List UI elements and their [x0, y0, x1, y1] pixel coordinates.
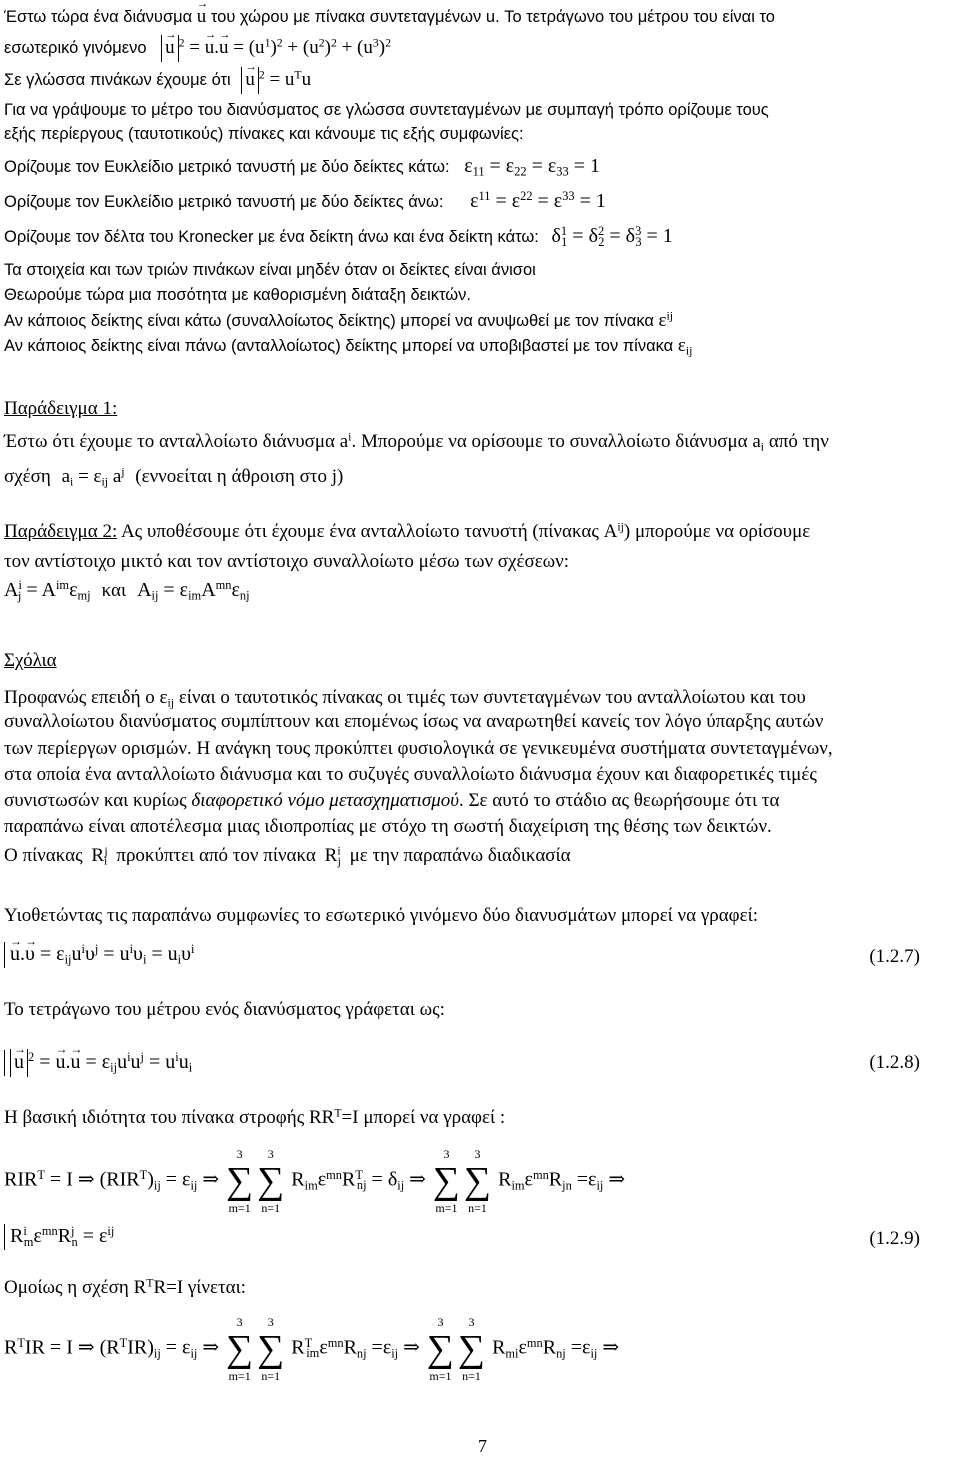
equation-number-1-2-8: (1.2.8) [869, 1052, 920, 1073]
para-definitions-2: εξής περίεργους (ταυτοτικούς) πίνακες και κάνουμε τις εξής συμφωνίες: [4, 125, 524, 143]
para-metric-upper: Ορίζουμε τον Ευκλείδιο μετρικό τανυστή με δύο δείκτες άνω: $\varepsilon^{11} = \varepsilon^{22} = \varepsilon^{33} = 1$ [4, 189, 606, 212]
para-comment-1: Προφανώς επειδή ο $\varepsilon_{ij}$ είναι ο ταυτοτικός πίνακας οι τιμές των συντεταγμένων του ανταλλοίωτου και του [4, 687, 806, 710]
equation-lowering: $a_i = \varepsilon_{ij}$ $a^j$ [61, 465, 125, 489]
para-similarly: Ομοίως η σχέση $R^TR=I$ γίνεται: [4, 1276, 246, 1298]
para-comment-6: παραπάνω είναι αποτέλεσμα μιας ιδιοπροπίας με στόχο τη σωστή διαχείριση της θέσης των δεικτών. [4, 816, 772, 837]
para-comment-5: συνιστωσών και κυρίως διαφορετικό νόμο μετασχηματισμού. Σε αυτό το στάδιο ας θεωρήσουμε ότι τα [4, 790, 780, 811]
example-2-heading: Παράδειγμα 2: [4, 521, 118, 542]
equation-norm-inner: → u $^2$ = → $u.\to u = (u^1)^2 + (u^2)^2 + (u^3)^2$ [161, 37, 391, 58]
comments-heading: Σχόλια [4, 650, 57, 671]
equation-norm-matrix: → u $^2 = u^Tu$ [241, 69, 311, 90]
para-index-order: Θεωρούμε τώρα μια ποσότητα με καθορισμένη διάταξη δεικτών. [4, 286, 471, 304]
para-vector-intro: Έστω τώρα ένα διάνυσμα → u του χώρου με πίνακα συντεταγμένων u. Το τετράγωνο του μέτρου του είναι το [4, 7, 775, 26]
equation-mixed-covariant: $A^i_j = A^{im}\varepsilon_{mj}$ και $A_{ij} = \varepsilon_{im}A^{mn}\varepsilon_{nj}$ [4, 578, 250, 603]
para-norm-square: Το τετράγωνο του μέτρου ενός διανύσματος γράφεται ως: [4, 999, 445, 1020]
equation-kronecker: $\delta^1_1 = \delta^2_2 = \delta^3_3 = 1$ [551, 224, 673, 249]
para-metric-lower: Ορίζουμε τον Ευκλείδιο μετρικό τανυστή με δύο δείκτες κάτω: $\varepsilon_{11} = \varepsilon_{22} = \varepsilon_{33} = 1$ [4, 155, 600, 179]
para-example-1-a: Έστω ότι έχουμε το ανταλλοίωτο διάνυσμα $a^i$. Μπορούμε να ορίσουμε το συναλλοίωτο διάνυσμα $a_i$ από την [4, 430, 829, 454]
para-rotation-property: Η βασική ιδιότητα του πίνακα στροφής $RR^T=I$ μπορεί να γραφεί : [4, 1106, 506, 1128]
para-example-1-b: σχέση $a_i = \varepsilon_{ij}$ $a^j$ (εννοείται η άθροιση στο j) [4, 465, 344, 489]
para-inner-product: εσωτερικό γινόμενο → u $^2$ = → $u.\to u = (u^1)^2 + (u^2)^2 + (u^3)^2$ [4, 38, 391, 57]
vector-u-symbol: → u [197, 7, 207, 26]
para-comment-2: συναλλοίωτου διανύσματος συμπίπτουν και επομένως ίσως να αναρωτηθεί κανείς τον λόγο ύπαρξης αυτών [4, 711, 824, 732]
equation-rotation-chain: $RIR^T = I$ ⇒ $(RIR^T)_{ij} = \varepsilon_{ij}$ ⇒ 3 ∑ m=1 3 ∑ n=1 $R_{im}\varepsilon^{mn}R^T_{nj} = \delta_{ij}$ ⇒ 3 ∑ m=1 3 ∑ n=1 $R_{im}\varepsilon^{mn}R_{jn} =\varepsilon_{ij}$ ⇒ [4, 1147, 626, 1215]
equation-number-1-2-7: (1.2.7) [869, 946, 920, 967]
para-lower-index: Αν κάποιος δείκτης είναι πάνω (ανταλλοίωτος) δείκτης μπορεί να υποβιβαστεί με τον πίνακα $\varepsilon_{ij}$ [4, 335, 693, 358]
para-matrix-language: Σε γλώσσα πινάκων έχουμε ότι → u $^2 = u^Tu$ [4, 70, 311, 89]
example-1-heading: Παράδειγμα 1: [4, 398, 118, 419]
equation-inner-product-indices: → $u.\to \upsilon = \varepsilon_{ij}u^i\upsilon^j = u^i\upsilon_i = u_i\upsilon^i$ [4, 944, 194, 964]
para-inner-product-adopt: Υιοθετώντας τις παραπάνω συμφωνίες το εσωτερικό γινόμενο δύο διανυσμάτων μπορεί να γραφεί: [4, 905, 759, 926]
para-definitions-1: Για να γράψουμε το μέτρο του διανύσματος σε γλώσσα συντεταγμένων με συμπαγή τρόπο ορίζουμε τους [4, 101, 769, 119]
para-kronecker: Ορίζουμε τον δέλτα του Kronecker με ένα δείκτη άνω και ένα δείκτη κάτω: $\delta^1_1 = \delta^2_2 = \delta^3_3 = 1$ [4, 224, 673, 249]
equation-metric-lower: $\varepsilon_{11} = \varepsilon_{22} = \varepsilon_{33} = 1$ [464, 155, 600, 179]
para-example-2-b: τον αντίστοιχο μικτό και τον αντίστοιχο συναλλοίωτο μέσω των σχέσεων: [4, 551, 570, 572]
page-number: 7 [478, 1436, 487, 1456]
equation-transpose-chain: $R^TIR = I$ ⇒ $(R^TIR)_{ij} = \varepsilon_{ij}$ ⇒ 3 ∑ m=1 3 ∑ n=1 $R^T_{im}\varepsilon^{mn}R_{nj} =\varepsilon_{ij}$ ⇒ 3 ∑ m=1 3 ∑ n=1 $R_{mi}\varepsilon^{mn}R_{nj} =\varepsilon_{ij}$ ⇒ [4, 1315, 620, 1383]
para-comment-3: των περίεργων ορισμών. Η ανάγκη τους προκύπτει φυσιολογικά σε γενικευμένα συστήματα συντεταγμένων, [4, 738, 833, 759]
para-zero-elements: Τα στοιχεία και των τριών πινάκων είναι μηδέν όταν οι δείκτες είναι άνισοι [4, 261, 536, 279]
para-comment-4: στα οποία ένα ανταλλοίωτο διάνυσμα και το συζυγές συναλλοίωτο διάνυσμα έχουν και διαφορετικές τιμές [4, 764, 817, 785]
equation-norm-square-indices: → u $^2$ = → $u.\to u = \varepsilon_{ij}u^iu^j = u^iu_i$ [4, 1052, 192, 1072]
equation-metric-upper: $\varepsilon^{11} = \varepsilon^{22} = \varepsilon^{33} = 1$ [470, 189, 606, 212]
equation-number-1-2-9: (1.2.9) [869, 1228, 920, 1249]
para-comment-7: Ο πίνακας $R_i^j$ προκύπτει από τον πίνακα $R^i_j$ με την παραπάνω διαδικασία [4, 844, 571, 868]
para-raise-index: Αν κάποιος δείκτης είναι κάτω (συναλλοίωτος δείκτης) μπορεί να ανυψωθεί με τον πίνακα $\varepsilon^{ij}$ [4, 309, 674, 331]
para-example-2-a: Παράδειγμα 2: Ας υποθέσουμε ότι έχουμε ένα ανταλλοίωτο τανυστή (πίνακας $A^{ij}$) μπορούμε να ορίσουμε [4, 520, 811, 542]
equation-rotation-result: $R^i_m\varepsilon^{mn}R^j_n = \varepsilon^{ij}$ [4, 1226, 114, 1246]
